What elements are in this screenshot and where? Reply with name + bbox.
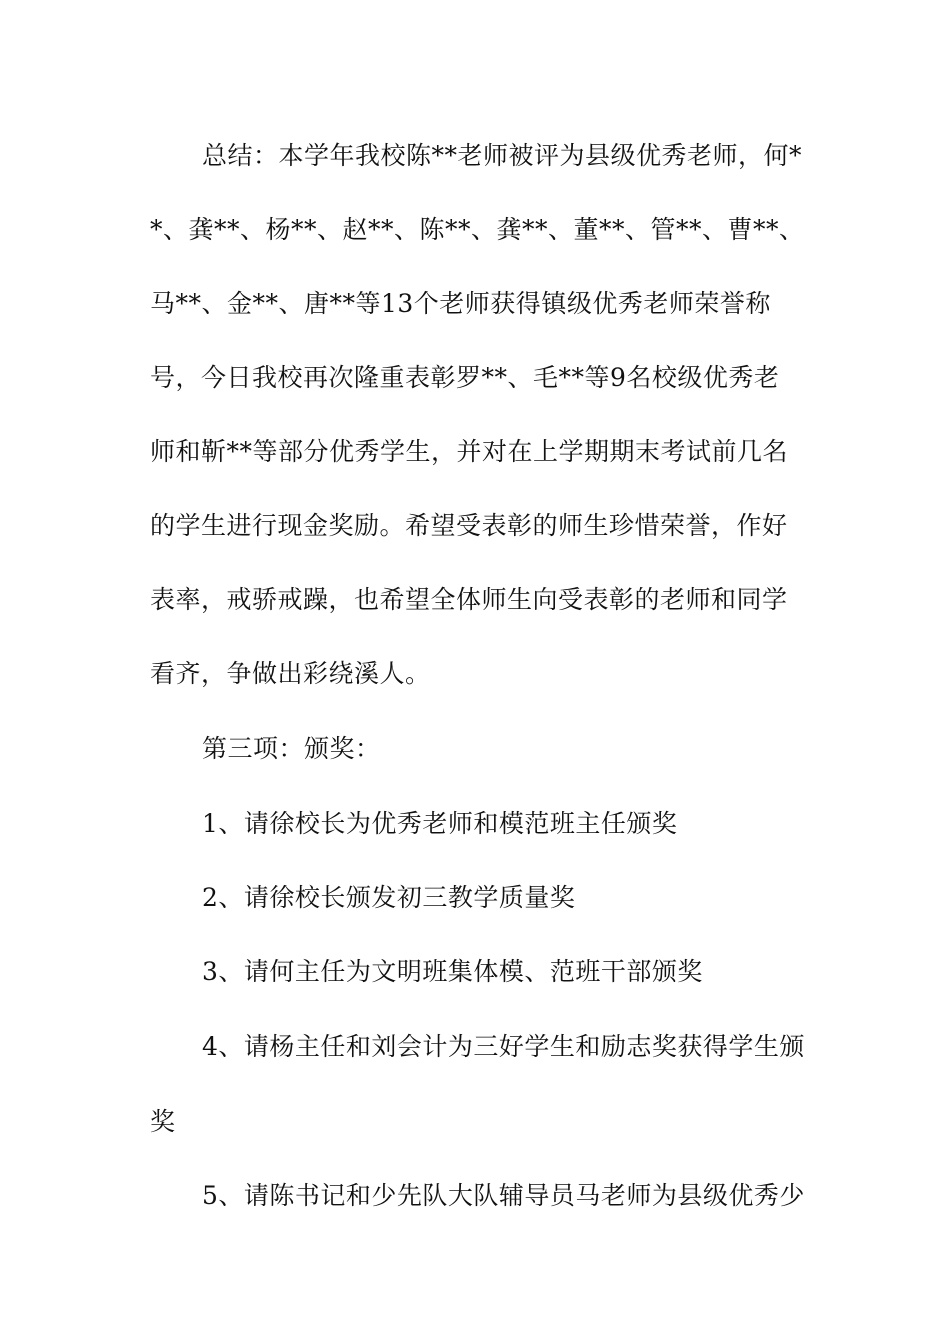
summary-line-3: 马**、金**、唐**等13个老师获得镇级优秀老师荣誉称 — [150, 289, 771, 318]
award-item-3: 3、请何主任为文明班集体模、范班干部颁奖 — [202, 957, 703, 986]
summary-line-4: 号，今日我校再次隆重表彰罗**、毛**等9名校级优秀老 — [150, 363, 780, 392]
summary-line-8: 看齐，争做出彩绕溪人。 — [150, 659, 431, 688]
award-item-5: 5、请陈书记和少先队大队辅导员马老师为县级优秀少 — [202, 1181, 805, 1210]
summary-line-5: 师和靳**等部分优秀学生，并对在上学期期末考试前几名 — [150, 437, 789, 466]
section-three-heading: 第三项：颁奖： — [202, 734, 381, 763]
summary-line-1: 总结：本学年我校陈**老师被评为县级优秀老师，何* — [202, 141, 803, 170]
award-item-1: 1、请徐校长为优秀老师和模范班主任颁奖 — [202, 809, 678, 838]
award-item-4-continued: 奖 — [150, 1107, 176, 1136]
award-item-4: 4、请杨主任和刘会计为三好学生和励志奖获得学生颁 — [202, 1032, 805, 1061]
summary-line-7: 表率，戒骄戒躁，也希望全体师生向受表彰的老师和同学 — [150, 585, 788, 614]
summary-line-6: 的学生进行现金奖励。希望受表彰的师生珍惜荣誉，作好 — [150, 511, 788, 540]
summary-line-2: *、龚**、杨**、赵**、陈**、龚**、董**、管**、曹**、 — [150, 215, 805, 244]
award-item-2: 2、请徐校长颁发初三教学质量奖 — [202, 883, 576, 912]
